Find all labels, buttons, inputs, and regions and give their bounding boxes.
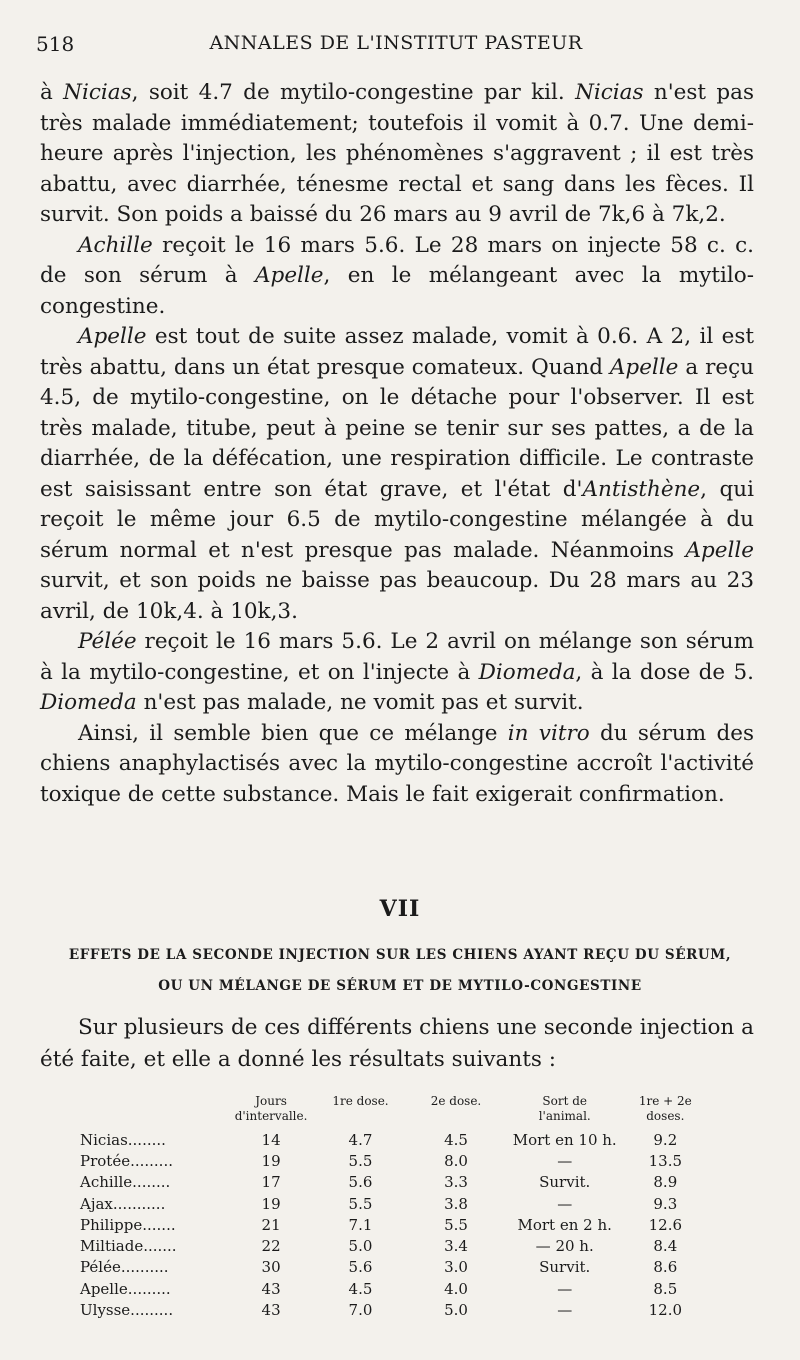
cell-days: 19 (261, 1151, 281, 1170)
body-text (40, 78, 754, 810)
dog-name: Pélée (78, 629, 137, 654)
cell-days: 43 (261, 1279, 281, 1298)
paragraph (40, 627, 754, 719)
cell-dose2: 4.0 (444, 1279, 468, 1298)
text-span: survit, et son poids ne baisse pas beaucoup. Du 28 mars au 23 avril, de 10k,4. à 10k,3. (40, 568, 754, 624)
cell-dose2: 4.5 (444, 1130, 468, 1149)
table-row (76, 1235, 706, 1256)
table-row (76, 1278, 706, 1299)
dog-name: Apelle (255, 263, 324, 288)
cell-total: 9.2 (653, 1130, 678, 1149)
results-table (76, 1094, 706, 1321)
text-span: du sérum des chiens anaphylactisés avec la mytilo-congestine accroît l'activité toxique de cette substance. Mais le fait exigerait confirmation. (40, 720, 754, 807)
section-heading-line: OU UN MÉLANGE DE SÉRUM ET DE MYTILO-CONGESTINE (158, 978, 642, 994)
cell-fate: — (557, 1151, 573, 1170)
header-text: Sort de (542, 1094, 588, 1108)
cell-fate: Survit. (539, 1173, 591, 1192)
cell-dose1: 7.0 (348, 1301, 373, 1320)
cell-total: 8.9 (653, 1173, 678, 1192)
section-heading (30, 940, 770, 1002)
cell-days: 22 (261, 1237, 281, 1256)
column-header-fate (505, 1094, 625, 1129)
cell-dose1: 5.0 (348, 1237, 373, 1256)
cell-days: 43 (261, 1301, 281, 1320)
cell-dose2: 3.0 (444, 1258, 468, 1277)
table-row (76, 1193, 706, 1214)
text-span: a reçu 4.5, de mytilo-congestine, on le détache pour l'observer. Il est très malade, titube, peut à peine se tenir sur ses pattes, a de la diarrhée, de la défécation, une respiration difficile. Le contraste est saisissant entre son état grave, et l'état d' (40, 354, 754, 502)
dog-name: Apelle (685, 537, 754, 563)
cell-dose1: 5.5 (348, 1194, 373, 1213)
text-span: , en le mélangeant avec la mytilo-congestine. (40, 263, 754, 319)
cell-name: Miltiade....... (80, 1237, 177, 1256)
cell-dose2: 5.5 (444, 1215, 468, 1234)
paragraph (40, 322, 754, 627)
cell-name: Apelle......... (80, 1279, 171, 1298)
text-span: est tout de suite assez malade, vomit à 0.6. A 2, il est très abattu, dans un état presque comateux. Quand (40, 324, 754, 380)
cell-name: Philippe....... (80, 1215, 176, 1234)
text-span: reçoit le 16 mars 5.6. Le 2 avril on mélange son sérum à la mytilo-congestine, et on l'injecte à (40, 629, 754, 685)
header-text: doses. (646, 1109, 685, 1123)
page-number: 518 (36, 32, 75, 56)
table-row (76, 1299, 706, 1320)
dog-name: Apelle (609, 354, 679, 380)
cell-name: Ulysse......... (80, 1301, 174, 1320)
table-row (76, 1129, 706, 1150)
cell-total: 9.3 (653, 1194, 678, 1213)
cell-name: Achille........ (80, 1173, 171, 1192)
header-text: l'animal. (538, 1109, 591, 1123)
text-span: Ainsi, il semble bien que ce mélange (78, 720, 508, 746)
cell-days: 14 (261, 1130, 281, 1149)
column-header-total (625, 1094, 706, 1129)
text-span: , soit 4.7 de mytilo-congestine par kil. (131, 80, 576, 105)
cell-total: 12.0 (648, 1301, 683, 1320)
cell-dose1: 5.6 (348, 1173, 373, 1192)
cell-dose2: 8.0 (444, 1151, 468, 1170)
section-heading-line: EFFETS DE LA SECONDE INJECTION SUR LES CHIENS AYANT REÇU DU SÉRUM, (68, 947, 732, 963)
cell-days: 30 (261, 1258, 281, 1277)
section-number: VII (379, 896, 421, 922)
cell-fate: — (557, 1301, 573, 1320)
cell-dose2: 5.0 (444, 1301, 468, 1320)
paragraph (40, 78, 754, 231)
header-text: Jours (255, 1094, 287, 1108)
column-header-name (76, 1094, 228, 1129)
dog-name: Apelle (78, 324, 147, 349)
text-span: n'est pas très malade immédiatement; toutefois il vomit à 0.7. Une demi-heure après l'injection, les phénomènes s'aggravent ; il est très abattu, avec diarrhée, ténesme rectal et sang dans les fèces. Il survit. Son poids a baissé du 26 mars au 9 avril de 7k,6 à 7k,2. (40, 80, 754, 227)
dog-name: Diomeda (40, 690, 137, 715)
cell-dose2: 3.4 (444, 1237, 468, 1256)
emphasis: in vitro (507, 720, 590, 746)
cell-dose2: 3.8 (444, 1194, 468, 1213)
table-row (76, 1172, 706, 1193)
cell-fate: Mort en 10 h. (512, 1130, 617, 1149)
dog-name: Achille (78, 232, 153, 258)
column-header-days (228, 1094, 313, 1129)
cell-dose1: 5.5 (348, 1151, 373, 1170)
column-header-dose1: 1re dose. (332, 1094, 389, 1108)
cell-name: Protée......... (80, 1151, 173, 1170)
cell-dose1: 5.6 (348, 1258, 373, 1277)
cell-days: 21 (261, 1215, 281, 1234)
text-span: reçoit le 16 mars 5.6. Le 28 mars on injecte 58 c. c. de son sérum à (40, 232, 754, 288)
header-text: d'intervalle. (234, 1109, 308, 1123)
cell-name: Nicias........ (80, 1130, 166, 1149)
text-span: , qui reçoit le même jour 6.5 de mytilo-congestine mélangée à du sérum normal et n'est presque pas malade. Néanmoins (40, 476, 754, 563)
table-row (76, 1257, 706, 1278)
cell-total: 8.4 (653, 1237, 678, 1256)
paragraph: Sur plusieurs de ces différents chiens une seconde injection a été faite, et elle a donné les résultats suivants : (40, 1015, 754, 1072)
cell-dose1: 4.7 (348, 1130, 373, 1149)
cell-dose2: 3.3 (444, 1173, 468, 1192)
dog-name: Nicias (575, 80, 644, 105)
header-text: 1re + 2e (638, 1094, 692, 1108)
table-row (76, 1150, 706, 1171)
text-span: à (40, 80, 64, 105)
cell-fate: Mort en 2 h. (517, 1215, 612, 1234)
cell-dose1: 4.5 (348, 1279, 373, 1298)
cell-dose1: 7.1 (348, 1215, 373, 1234)
cell-total: 13.5 (648, 1151, 683, 1170)
dog-name: Nicias (63, 80, 132, 105)
table-header-row (76, 1094, 706, 1129)
cell-total: 12.6 (648, 1215, 683, 1234)
paragraph (40, 719, 754, 811)
dog-name: Diomeda (478, 659, 576, 685)
dog-name: Antisthène (582, 476, 701, 502)
cell-total: 8.5 (653, 1279, 678, 1298)
section-intro (40, 1012, 754, 1076)
cell-days: 19 (261, 1194, 281, 1213)
cell-name: Pélée.......... (80, 1258, 169, 1277)
cell-fate: Survit. (539, 1258, 591, 1277)
paragraph (40, 231, 754, 323)
text-span: , à la dose de 5. (575, 659, 754, 685)
page-header (36, 32, 756, 66)
cell-fate: — (557, 1194, 573, 1213)
table-row (76, 1214, 706, 1235)
running-title: ANNALES DE L'INSTITUT PASTEUR (209, 32, 583, 54)
cell-name: Ajax........... (80, 1194, 166, 1213)
cell-days: 17 (261, 1173, 281, 1192)
cell-fate: — (557, 1279, 573, 1298)
text-span: n'est pas malade, ne vomit pas et survit. (136, 690, 584, 715)
column-header-dose2: 2e dose. (430, 1094, 482, 1108)
cell-total: 8.6 (653, 1258, 678, 1277)
cell-fate: — 20 h. (535, 1237, 594, 1256)
